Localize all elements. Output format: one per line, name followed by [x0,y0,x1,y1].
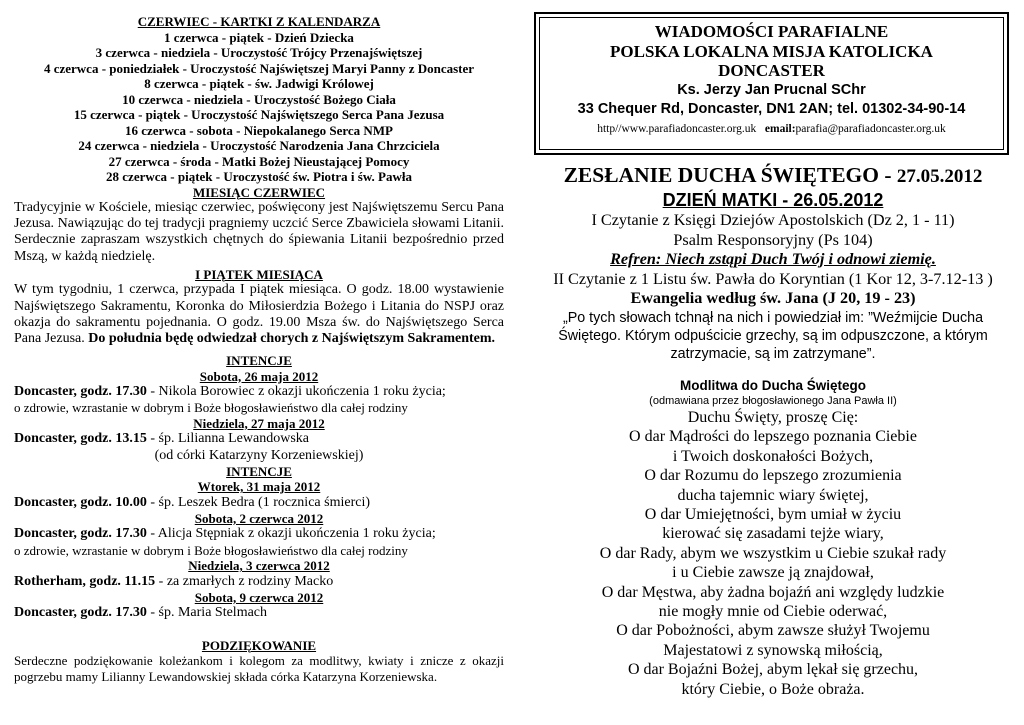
refrain: Refren: Niech zstąpi Duch Twój i odnowi ziemię. [610,250,936,269]
calendar-list [14,30,504,185]
intentions-header: INTENCJE [226,353,292,369]
intention-place: Doncaster, godz. 17.30 [14,384,147,400]
intention-desc: - Alicja Stępniak z okazji ukończenia 1 roku życia; [146,526,436,542]
intention-day: Sobota, 2 czerwca 2012 [194,510,324,526]
intention-day: Niedziela, 27 maja 2012 [193,415,325,431]
header-contact [540,121,1003,137]
prayer-title: Modlitwa do Ducha Świętego [679,377,866,393]
intention-entry [14,605,504,621]
mothers-day-title: DZIEŃ MATKI - 26.05.2012 [662,190,884,210]
feast-date: 27.05.2012 [896,166,983,187]
intention-day: Niedziela, 3 czerwca 2012 [188,558,330,574]
intention-day: Sobota, 9 czerwca 2012 [194,589,324,605]
intentions-section [14,353,504,621]
gospel: Ewangelia według św. Jana (J 20, 19 - 23) [630,289,916,308]
calendar-item: 3 czerwca - niedziela - Uroczystość Trójcy Przenajświętszej [95,45,423,60]
prayer-line: który Ciebie, o Boże obraża. [681,680,865,698]
first-friday-section [14,267,504,347]
intention-note: o zdrowie, wzrastanie w dobrym i Boże błogosławieństwo dla całej rodziny [14,542,408,558]
prayer-line: O dar Rady, abym we wszystkim u Ciebie szukał rady [599,544,947,562]
right-column [533,163,1013,699]
calendar-section [14,14,504,185]
email-label: email: [764,122,796,135]
calendar-item: 8 czerwca - piątek - św. Jadwigi Królowej [144,76,374,91]
prayer-line: O dar Umiejętności, bym umiał w życiu [644,506,902,523]
first-friday-bold: Do południa będę odwiedzał chorych z Najświętszym Sakramentem. [88,330,496,346]
prayer-line: Majestatowi z synowską miłością, [663,641,883,659]
intention-entry [14,495,504,511]
left-column [14,0,504,684]
email-link[interactable]: parafia@parafiadoncaster.org.uk [795,122,946,135]
calendar-item: 28 czerwca - piątek - Uroczystość św. Piotra i św. Pawła [106,169,412,184]
prayer-line: O dar Bojaźni Bożej, abym lękał się grzechu, [627,661,919,679]
prayer-line: O dar Męstwa, aby żadna bojaźń ani względy ludzkie [601,583,945,601]
prayer-line: i Twoich doskonałości Bożych, [672,447,874,465]
feast-name: ZESŁANIE DUCHA ŚWIĘTEGO - [563,163,897,187]
intention-desc: - śp. Lilianna Lewandowska [146,431,309,447]
prayer-note: (odmawiana przez błogosławionego Jana Pawła II) [649,394,897,407]
prayer-line: nie mogły mnie od Ciebie oderwać, [658,603,888,621]
calendar-item: 27 czerwca - środa - Matki Bożej Nieustającej Pomocy [108,153,410,169]
first-friday-text [14,282,504,347]
calendar-item: 10 czerwca - niedziela - Uroczystość Bożego Ciała [122,91,396,107]
intention-entry [14,574,504,590]
thanks-section [14,638,504,685]
intention-note: (od córki Katarzyny Korzeniewskiej) [154,447,364,463]
intention-place: Rotherham, godz. 11.15 [14,573,156,589]
gospel-quote: „Po tych słowach tchnął na nich i powiedział im: ”Weźmijcie Ducha Świętego. Którym odpuścicie grzechy, są im odpuszczone, a którym zatrzymacie, są im zatrzymane”. [558,309,988,362]
intention-entry [14,431,504,447]
prayer-line: Duchu Święty, proszę Cię: [687,408,859,426]
intention-place: Doncaster, godz. 17.30 [14,605,147,621]
intention-note: o zdrowie, wzrastanie w dobrym i Boże błogosławieństwo dla całej rodziny [14,400,408,416]
calendar-title: CZERWIEC - KARTKI Z KALENDARZA [137,14,381,29]
prayer-line: ducha tajemnic wiary świętej, [677,486,869,504]
month-section [14,185,504,265]
intention-desc: - za zmarłych z rodziny Macko [155,573,334,589]
intention-day: Sobota, 26 maja 2012 [199,368,319,384]
header-address: 33 Chequer Rd, Doncaster, DN1 2AN; tel. 01302-34-90-14 [577,100,966,117]
first-friday-body: W tym tygodniu, 1 czerwca, przypada I piątek miesiąca. O godz. 18.00 wystawienie Najświętszego Sakramentu, Koronka do Miłosierdzia Bożego i Litania do NSPJ oraz okazja do sakramentu pojednania. O godz. 19.00 Msza św. do Najświętszego Serca Pana Jezusa. [14,282,504,346]
intention-desc: - śp. Maria Stelmach [146,605,268,621]
thanks-title: PODZIĘKOWANIE [201,637,317,653]
month-text: Tradycyjnie w Kościele, miesiąc czerwiec, poświęcony jest Najświętszemu Sercu Pana Jezusa. Nawiązując do tej tradycji pragniemy uczcić Serce Zbawiciela słowami Litanii. Serdecznie zapraszam wszystkich chętnych do śpiewania Litanii bezpośrednio przed Mszą, w każdą niedzielę. [14,200,504,264]
prayer-line: O dar Pobożności, abym zawsze służył Twojemu [616,622,930,640]
first-friday-title: I PIĄTEK MIESIĄCA [195,266,323,282]
parish-header-inner [539,17,1004,150]
prayer-lines [533,408,1013,699]
intention-day: Wtorek, 31 maja 2012 [197,479,321,495]
intention-desc: - śp. Leszek Bedra (1 rocznica śmierci) [146,494,370,510]
prayer-line: kierować się zasadami tejże wiary, [662,525,884,543]
calendar-item: 4 czerwca - poniedziałek - Uroczystość Najświętszej Maryi Panny z Doncaster [43,60,475,76]
calendar-item: 16 czerwca - sobota - Niepokalanego Serca NMP [124,122,393,138]
intention-place: Doncaster, godz. 17.30 [14,526,147,542]
month-title: MIESIĄC CZERWIEC [192,184,326,200]
prayer-line: O dar Rozumu do lepszego zrozumienia [644,467,902,485]
psalm: Psalm Responsoryjny (Ps 104) [673,230,873,249]
calendar-item: 24 czerwca - niedziela - Uroczystość Narodzenia Jana Chrzciciela [78,138,440,153]
header-priest: Ks. Jerzy Jan Prucnal SChr [677,81,866,98]
intention-entry [14,384,504,400]
intention-desc: - Nikola Borowiec z okazji ukończenia 1 roku życia; [146,384,446,400]
prayer-line: O dar Mądrości do lepszego poznania Ciebie [629,428,917,446]
feast-title [533,163,1013,189]
thanks-text: Serdeczne podziękowanie koleżankom i kolegom za modlitwy, kwiaty i znicze z okazji pogrzebu mamy Lilianny Lewandowskiej składa córka Katarzyna Korzeniewska. [14,653,504,684]
intention-place: Doncaster, godz. 10.00 [14,494,147,510]
prayer-line: i u Ciebie zawsze ją znajdował, [672,564,874,582]
header-line2: POLSKA LOKALNA MISJA KATOLICKA [610,41,933,61]
calendar-item: 1 czerwca - piątek - Dzień Dziecka [164,29,354,45]
intention-place: Doncaster, godz. 13.15 [14,431,147,447]
header-line1: WIADOMOŚCI PARAFIALNE [654,22,889,41]
website-link[interactable]: http//www.parafiadoncaster.org.uk [597,122,757,135]
calendar-item: 15 czerwca - piątek - Uroczystość Najświętszego Serca Pana Jezusa [73,107,445,122]
parish-header-box [534,12,1009,155]
intentions-header: INTENCJE [226,463,292,479]
reading-1: I Czytanie z Księgi Dziejów Apostolskich (Dz 2, 1 - 11) [591,211,955,229]
reading-2: II Czytanie z 1 Listu św. Pawła do Koryntian (1 Kor 12, 3-7.12-13 ) [553,269,993,288]
intention-entry [14,526,504,542]
header-line3: DONCASTER [718,61,825,80]
